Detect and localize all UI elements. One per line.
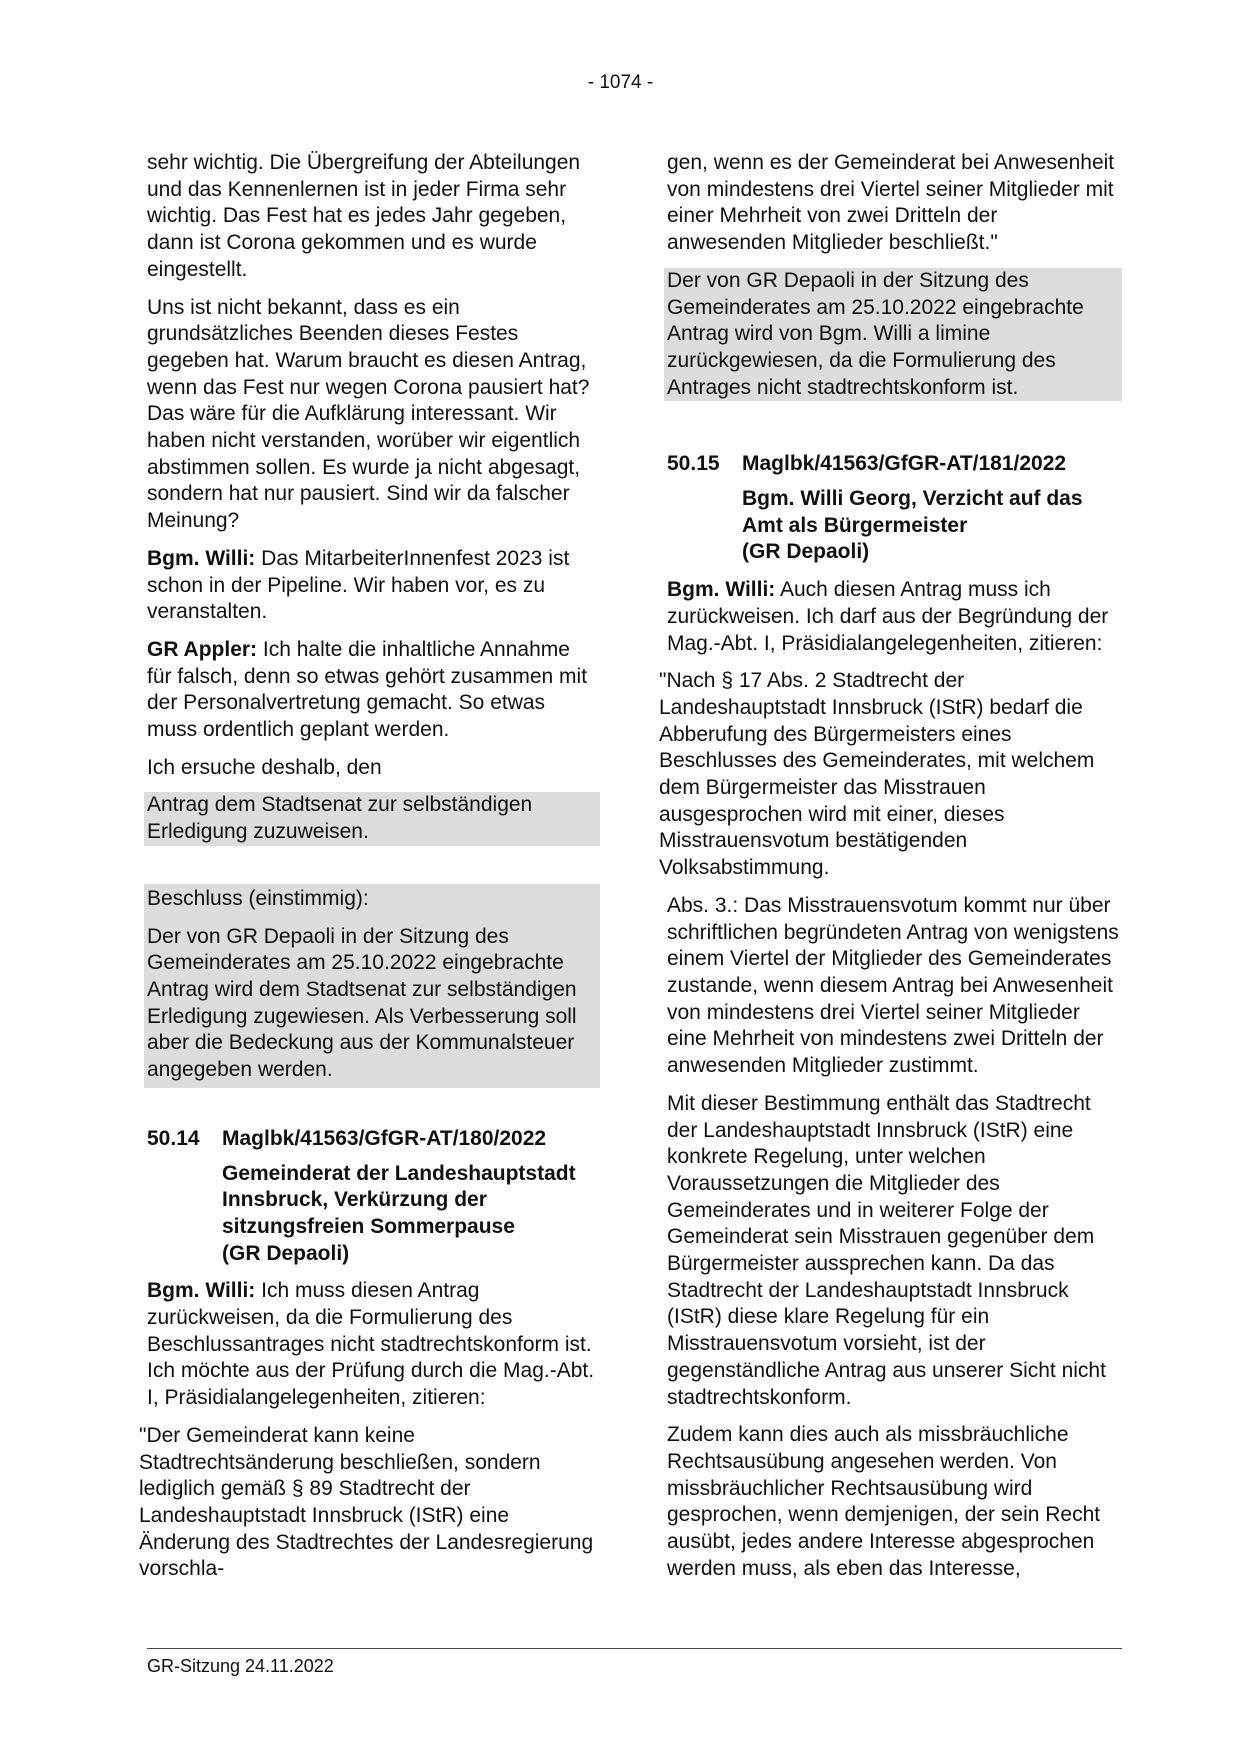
motion-text: Antrag dem Stadtsenat zur selbständigen Erledigung zuzuweisen. [147,793,533,844]
speaker-name: Bgm. Willi: [147,546,256,570]
speaker-text: Ich halte die inhaltliche Annahme für falsch, denn so etwas gehört zusammen mit der Personalvertretung gemacht. So etwas muss ordentlich geplant werden. [147,637,588,742]
speaker-paragraph [147,546,600,626]
footer-divider [147,1648,1122,1649]
ruling-text: Der von GR Depaoli in der Sitzung des Gemeinderates am 25.10.2022 eingebrachte Antrag wird von Bgm. Willi a limine zurückgewiesen, da die Formulierung des Antrages nicht stadtrechtskonform ist. [667,268,1084,399]
speaker-name: GR Appler: [147,637,258,661]
resolution-label: Beschluss (einstimmig): [147,886,369,910]
paragraph: sehr wichtig. Die Übergreifung der Abteilungen und das Kennenlernen ist in jeder Firma sehr wichtig. Das Fest hat es jedes Jahr gegeben, dann ist Corona gekommen und es wurde eingestellt. [147,151,581,281]
speaker-paragraph [147,1278,600,1412]
paragraph: Ich ersuche deshalb, den [147,755,382,779]
quote-paragraph: "Der Gemeinderat kann keine Stadtrechtsänderung beschließen, sondern lediglich gemäß § 89 Stadtrecht der Landeshauptstadt Innsbruck (IStR) eine Änderung des Stadtrechtes der Landesregierung vorschla- [139,1423,594,1581]
speaker-name: Bgm. Willi: [147,1279,256,1303]
right-column [659,150,1122,1593]
page-footer: GR-Sitzung 24.11.2022 [147,1656,334,1676]
agenda-item-ref: Maglbk/41563/GfGR-AT/181/2022 [742,452,1067,476]
ruling-box [664,268,1122,402]
left-column [139,150,600,1594]
motion-box [144,792,600,845]
speaker-paragraph [667,577,1122,657]
paragraph: Zudem kann dies auch als missbräuchliche Rechtsausübung angesehen werden. Von missbräuchlicher Rechtsausübung wird gesprochen, wenn demjenigen, der sein Recht ausübt, jedes andere Interesse abgesprochen werden muss, als eben das Interesse, [667,1423,1101,1580]
page-number: - 1074 - [587,72,654,93]
agenda-item-title: Bgm. Willi Georg, Verzicht auf das Amt als Bürgermeister (GR Depaoli) [742,487,1083,564]
speaker-text: Auch diesen Antrag muss ich zurückweisen. Ich darf aus der Begründung der Mag.-Abt. I, Präsidialangelegenheiten, zitieren: [667,578,1109,655]
resolution-box [144,884,600,1088]
agenda-item-heading [667,451,1122,478]
speaker-text: Ich muss diesen Antrag zurückweisen, da die Formulierung des Beschlussantrages nicht stadtrechtskonform ist. Ich möchte aus der Prüfung durch die Mag.-Abt. I, Präsidialangelegenheiten, zitieren: [147,1279,595,1410]
speaker-text: Das MitarbeiterInnenfest 2023 ist schon in der Pipeline. Wir haben vor, es zu veranstalten. [147,546,570,624]
speaker-paragraph [147,637,600,744]
paragraph: Uns ist nicht bekannt, dass es ein grundsätzliches Beenden dieses Festes gegeben hat. Warum braucht es diesen Antrag, wenn das Fest nur wegen Corona pausiert hat? Das wäre für die Aufklärung interessant. Wir haben nicht verstanden, worüber wir eigentlich abstimmen sollen. Es wurde ja nicht abgesagt, sondern hat nur pausiert. Sind wir da falscher Meinung? [147,295,590,533]
agenda-item-number: 50.14 [147,1126,200,1150]
quote-paragraph: "Nach § 17 Abs. 2 Stadtrecht der Landeshauptstadt Innsbruck (IStR) bedarf die Abberufung des Bürgermeisters eines Beschlusses des Gemeinderates, mit welchem dem Bürgermeister das Misstrauen ausgesprochen wird mit einer, dieses Misstrauensvotum bestätigenden Volksabstimmung. [659,669,1095,880]
paragraph: Mit dieser Bestimmung enthält das Stadtrecht der Landeshauptstadt Innsbruck (IStR) eine konkrete Regelung, unter welchen Voraussetzungen die Mitglieder des Gemeinderates und in weiterer Folge der Gemeinderat sein Misstrauen gegenüber dem Bürgermeister aussprechen kann. Da das Stadtrecht der Landeshauptstadt Innsbruck (IStR) diese klare Regelung für ein Misstrauensvotum vorsieht, ist der gegenständliche Antrag aus unserer Sicht nicht stadtrechtskonform. [667,1091,1106,1409]
agenda-item-ref: Maglbk/41563/GfGR-AT/180/2022 [222,1126,547,1150]
speaker-name: Bgm. Willi: [667,578,776,602]
paragraph: gen, wenn es der Gemeinderat bei Anwesenheit von mindestens drei Viertel seiner Mitglieder mit einer Mehrheit von zwei Dritteln der anwesenden Mitglieder beschließt." [667,151,1115,255]
agenda-item-number: 50.15 [667,452,720,476]
agenda-item-title: Gemeinderat der Landeshauptstadt Innsbruck, Verkürzung der sitzungsfreien Sommerpause (GR Depaoli) [222,1161,576,1265]
resolution-text: Der von GR Depaoli in der Sitzung des Gemeinderates am 25.10.2022 eingebrachte Antrag wird dem Stadtsenat zur selbständigen Erledigung zugewiesen. Als Verbesserung soll aber die Bedeckung aus der Kommunalsteuer angegeben werden. [147,924,577,1082]
agenda-item-heading [147,1126,600,1153]
paragraph: Abs. 3.: Das Misstrauensvotum kommt nur über schriftlichen begründeten Antrag von wenigstens einem Viertel der Mitglieder des Gemeinderates zustande, wenn diesem Antrag bei Anwesenheit von mindestens drei Viertel seiner Mitglieder eine Mehrheit von mindestens zwei Dritteln der anwesenden Mitglieder zustimmt. [667,893,1119,1078]
